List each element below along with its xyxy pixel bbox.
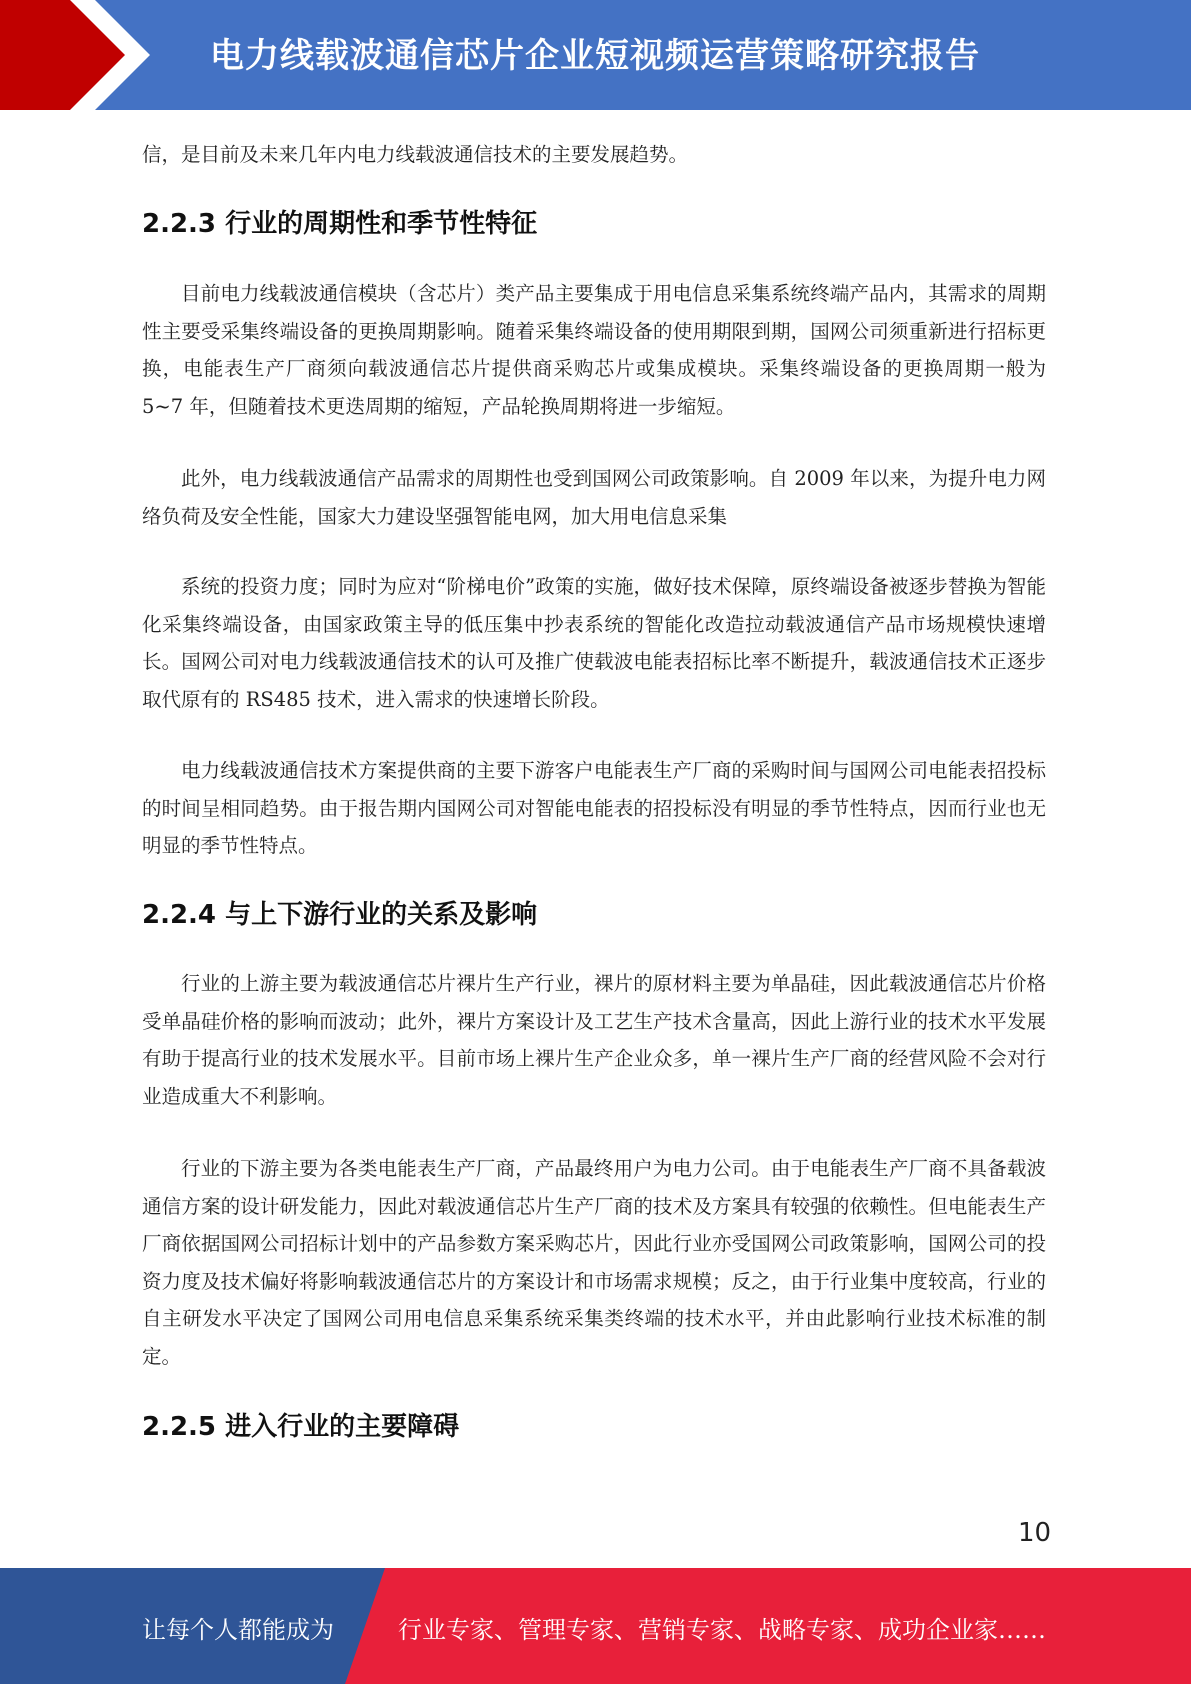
intro-fragment: 信，是目前及未来几年内电力线载波通信技术的主要发展趋势。 bbox=[142, 143, 689, 166]
section-heading-2-2-3: 2.2.3 行业的周期性和季节性特征 bbox=[142, 209, 538, 239]
page-footer bbox=[0, 1568, 1191, 1684]
paragraph: 此外，电力线载波通信产品需求的周期性也受到国网公司政策影响。自 2009 年以来，为提升电力网络负荷及安全性能，国家大力建设坚强智能电网，加大用电信息采集 bbox=[142, 467, 1046, 528]
paragraph: 行业的下游主要为各类电能表生产厂商，产品最终用户为电力公司。由于电能表生产厂商不具备载波通信方案的设计研发能力，因此对载波通信芯片生产厂商的技术及方案具有较强的依赖性。但电能表生产厂商依据国网公司招标计划中的产品参数方案采购芯片，因此行业亦受国网公司政策影响，国网公司的投资力度及技术偏好将影响载波通信芯片的方案设计和市场需求规模；反之，由于行业集中度较高，行业的自主研发水平决定了国网公司用电信息采集系统采集类终端的技术水平，并由此影响行业技术标准的制定。 bbox=[142, 1157, 1046, 1368]
paragraph: 电力线载波通信技术方案提供商的主要下游客户电能表生产厂商的采购时间与国网公司电能表招投标的时间呈相同趋势。由于报告期内国网公司对智能电能表的招投标没有明显的季节性特点，因而行业也无明显的季节性特点。 bbox=[142, 759, 1046, 857]
page-number: 10 bbox=[1018, 1518, 1052, 1548]
page-header bbox=[0, 0, 1191, 110]
paragraph: 系统的投资力度；同时为应对“阶梯电价”政策的实施，做好技术保障，原终端设备被逐步替换为智能化采集终端设备，由国家政策主导的低压集中抄表系统的智能化改造拉动载波通信产品市场规模快速增长。国网公司对电力线载波通信技术的认可及推广使载波电能表招标比率不断提升，载波通信技术正逐步取代原有的 RS485 技术，进入需求的快速增长阶段。 bbox=[142, 575, 1046, 711]
document-title: 电力线载波通信芯片企业短视频运营策略研究报告 bbox=[210, 36, 980, 76]
footer-slogan-left: 让每个人都能成为 bbox=[142, 1616, 334, 1644]
footer-slogan-right: 行业专家、管理专家、营销专家、战略专家、成功企业家…… bbox=[398, 1616, 1046, 1644]
section-heading-2-2-5: 2.2.5 进入行业的主要障碍 bbox=[142, 1412, 460, 1442]
paragraph: 行业的上游主要为载波通信芯片裸片生产行业，裸片的原材料主要为单晶硅，因此载波通信芯片价格受单晶硅价格的影响而波动；此外，裸片方案设计及工艺生产技术含量高，因此上游行业的技术水平发展有助于提高行业的技术发展水平。目前市场上裸片生产企业众多，单一裸片生产厂商的经营风险不会对行业造成重大不利影响。 bbox=[142, 972, 1046, 1108]
section-heading-2-2-4: 2.2.4 与上下游行业的关系及影响 bbox=[142, 900, 538, 930]
paragraph: 目前电力线载波通信模块（含芯片）类产品主要集成于用电信息采集系统终端产品内，其需求的周期性主要受采集终端设备的更换周期影响。随着采集终端设备的使用期限到期，国网公司须重新进行招标更换，电能表生产厂商须向载波通信芯片提供商采购芯片或集成模块。采集终端设备的更换周期一般为 5~7 年，但随着技术更迭周期的缩短，产品轮换周期将进一步缩短。 bbox=[142, 282, 1046, 418]
